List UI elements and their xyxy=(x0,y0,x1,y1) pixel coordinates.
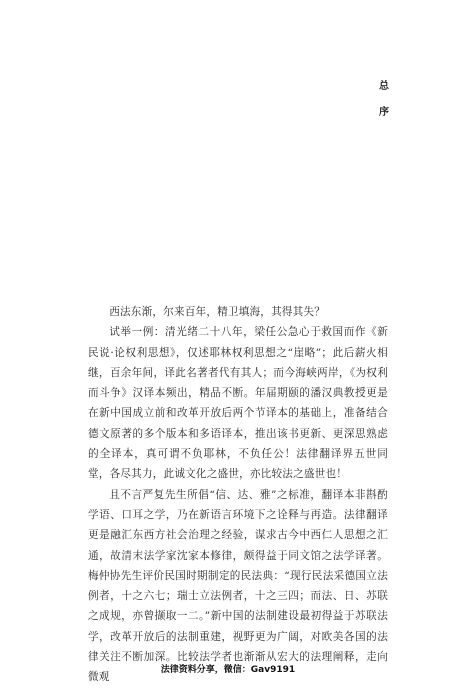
footer-watermark: 法律资料分享，微信：Gav9191 xyxy=(160,665,296,675)
body-text xyxy=(88,302,388,688)
title-char-1: 总 xyxy=(379,81,389,92)
chapter-title-vertical xyxy=(379,80,393,132)
paragraph-3: 且不言严复先生所倡“信、达、雅”之标准，翻译本非斟酌学语、口耳之学，乃在新语言环境下之诠释与再造。法律翻译更是融汇东西方社会治理之经验，谋求古今中西仁人思想之汇通，故清末法学家沈家本修律，颇得益于同文馆之法学译著。梅仲协先生评价民国时期制定的民法典：“现行民法采德国立法例者，十之六七；瑞士立法例者，十之三四；而法、日、苏联之成规，亦曾撷取一二。”新中国的法制建设最初得益于苏联法学，改革开放后的法制重建，视野更为广阔，对欧美各国的法律关注不断加深。比较法学者也渐渐从宏大的法理阐释，走向微观 xyxy=(88,488,388,684)
paragraph-2: 试举一例：清光绪二十八年，梁任公急心于救国而作《新民说·论权利思想》，仅述耶林权利思想之“崖略”；此后薪火相继，百余年间，译此名著者代有其人；而今海峡两岸，《为权利而斗争》汉译本频出，精品不断。年届期颐的潘汉典教授更是在新中国成立前和改革开放后两个节译本的基础上，准备结合德文原著的多个版本和多语译本，推出该书更新、更深思熟虑的全译本，真可谓不负耶林，不负任公！法律翻译界五世同堂，各尽其力，此诚文化之盛世，亦比较法之盛世也！ xyxy=(88,326,388,481)
title-char-2: 序 xyxy=(379,107,389,118)
paragraph-1: 西法东渐，尔来百年，精卫填海，其得其失？ xyxy=(109,306,326,318)
